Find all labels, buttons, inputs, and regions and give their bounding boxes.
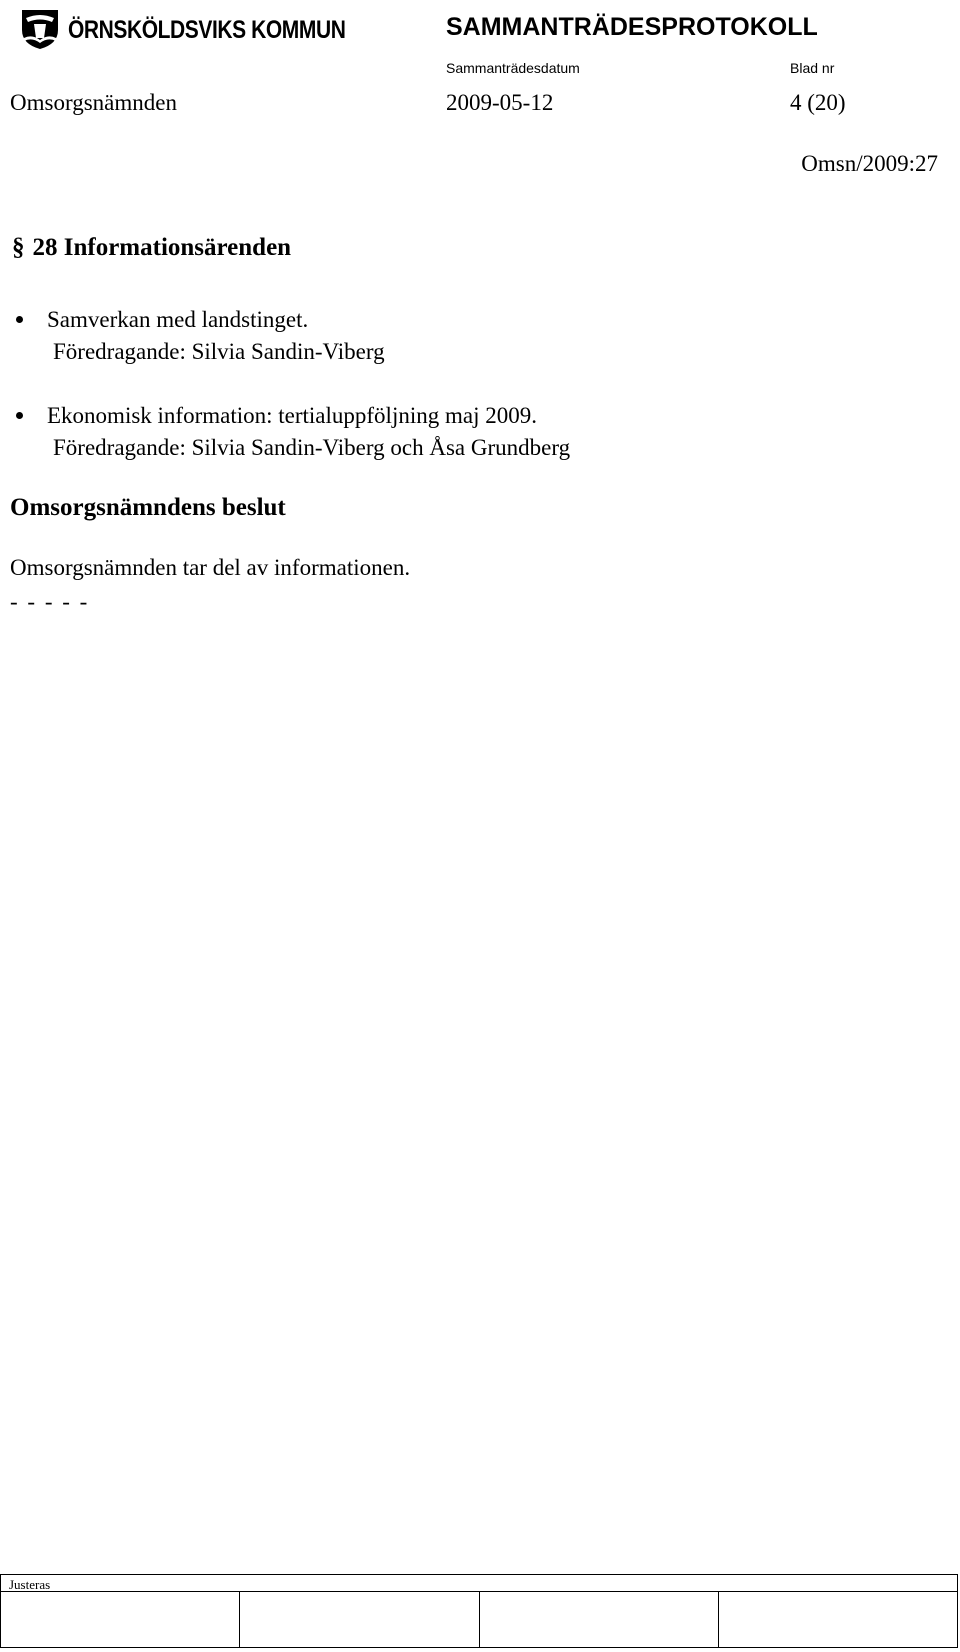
item-title: Samverkan med landstinget. [47,307,309,332]
signature-box [0,1574,958,1648]
item-presenter: Föredragande: Silvia Sandin-Viberg och Åsa Grundberg [53,435,571,460]
signature-grid [1,1591,957,1647]
item-title: Ekonomisk information: tertialuppföljning maj 2009. [47,403,537,428]
section-heading [12,234,291,262]
end-mark: - - - - - [10,589,90,614]
decision-text: Omsorgsnämnden tar del av informationen. [10,555,411,580]
coat-of-arms-icon [18,8,62,50]
signature-cell [1,1592,240,1647]
signature-cell [719,1592,957,1647]
paragraph-symbol: § [12,234,25,261]
list-item [16,304,385,368]
section-heading-text: 28 Informationsärenden [32,234,292,261]
case-number: Omsn/2009:27 [801,151,938,176]
meeting-date: 2009-05-12 [446,90,554,115]
justeras-label: Justeras [9,1577,51,1592]
committee-name: Omsorgsnämnden [10,90,177,115]
bullet-icon [16,412,23,419]
document-title: SAMMANTRÄDESPROTOKOLL [446,13,818,41]
page-number: 4 (20) [790,90,846,115]
page-label: Blad nr [790,60,835,76]
bullet-icon [16,316,23,323]
signature-cell [240,1592,479,1647]
date-label: Sammanträdesdatum [446,60,580,76]
item-presenter: Föredragande: Silvia Sandin-Viberg [53,339,385,364]
municipality-logo [10,4,346,54]
signature-cell [480,1592,719,1647]
decision-heading: Omsorgsnämndens beslut [10,494,286,521]
list-item [16,400,570,464]
logo-text: ÖRNSKÖLDSVIKS KOMMUN [68,16,346,44]
